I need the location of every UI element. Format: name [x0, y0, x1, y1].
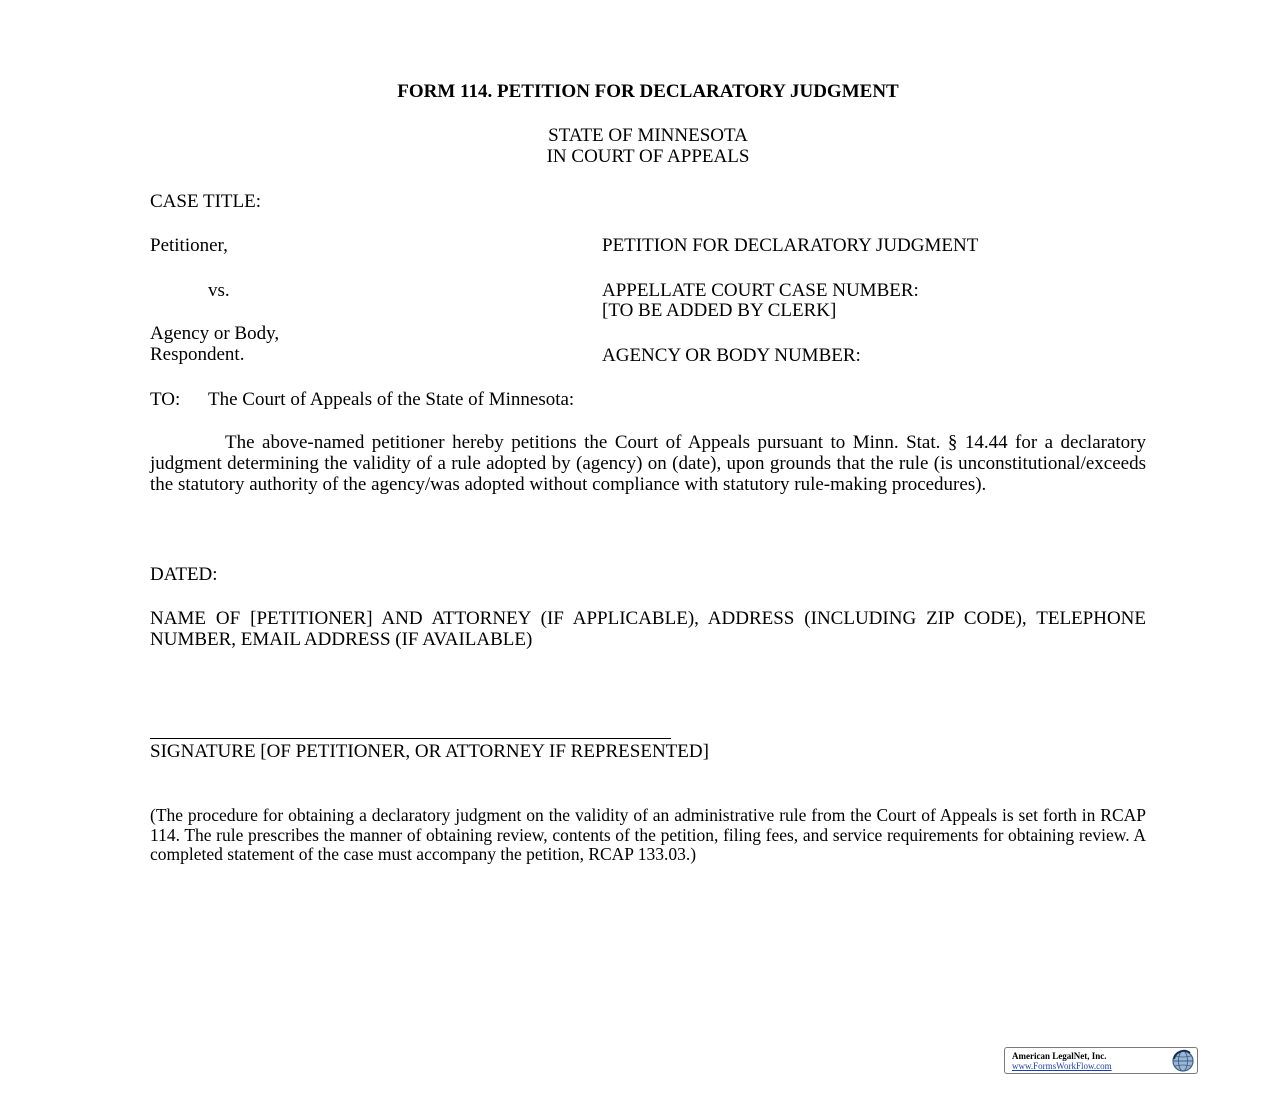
- procedure-note: (The procedure for obtaining a declaratory judgment on the validity of an administrative rule from the Court of Appeals is set forth in RCAP 114. The rule prescribes the manner of obtaining review, contents of the petition, filing fees, and service requirements for obtaining review. A completed statement of the case must accompany the petition, RCAP 133.03.): [150, 805, 1146, 864]
- respondent-label: Respondent.: [150, 344, 245, 365]
- case-number-value: [TO BE ADDED BY CLERK]: [602, 300, 837, 321]
- globe-icon: [1171, 1049, 1195, 1073]
- court-state: STATE OF MINNESOTA: [548, 125, 748, 146]
- badge-company: American LegalNet, Inc.: [1012, 1051, 1107, 1061]
- case-number-label: APPELLATE COURT CASE NUMBER:: [602, 280, 919, 301]
- name-block: NAME OF [PETITIONER] AND ATTORNEY (IF APPLICABLE), ADDRESS (INCLUDING ZIP CODE), TELEPHONE NUMBER, EMAIL ADDRESS (IF AVAILABLE): [150, 608, 1146, 650]
- respondent-agency: Agency or Body,: [150, 323, 280, 344]
- to-label: TO:: [150, 389, 181, 410]
- signature-label: SIGNATURE [OF PETITIONER, OR ATTORNEY IF REPRESENTED]: [150, 741, 709, 762]
- to-addressee: The Court of Appeals of the State of Minnesota:: [208, 389, 575, 410]
- case-title-label: CASE TITLE:: [150, 191, 262, 212]
- dated-label: DATED:: [150, 564, 218, 585]
- document-title: PETITION FOR DECLARATORY JUDGMENT: [602, 235, 979, 256]
- body-paragraph: The above-named petitioner hereby petitions the Court of Appeals pursuant to Minn. Stat. § 14.44 for a declaratory judgment determining the validity of a rule adopted by (agency) on (date), upon grounds that the rule (is unconstitutional/exceeds the statutory authority of the agency/was adopted without compliance with statutory rule-making procedures).: [150, 432, 1146, 495]
- court-name: IN COURT OF APPEALS: [546, 146, 750, 167]
- petitioner-label: Petitioner,: [150, 235, 228, 256]
- vs-label: vs.: [208, 280, 230, 301]
- american-legalnet-badge[interactable]: [1004, 1047, 1198, 1074]
- badge-url-link[interactable]: www.FormsWorkFlow.com: [1012, 1061, 1112, 1071]
- signature-line: [150, 738, 671, 739]
- agency-number-label: AGENCY OR BODY NUMBER:: [602, 345, 861, 366]
- form-title: FORM 114. PETITION FOR DECLARATORY JUDGMENT: [397, 81, 899, 102]
